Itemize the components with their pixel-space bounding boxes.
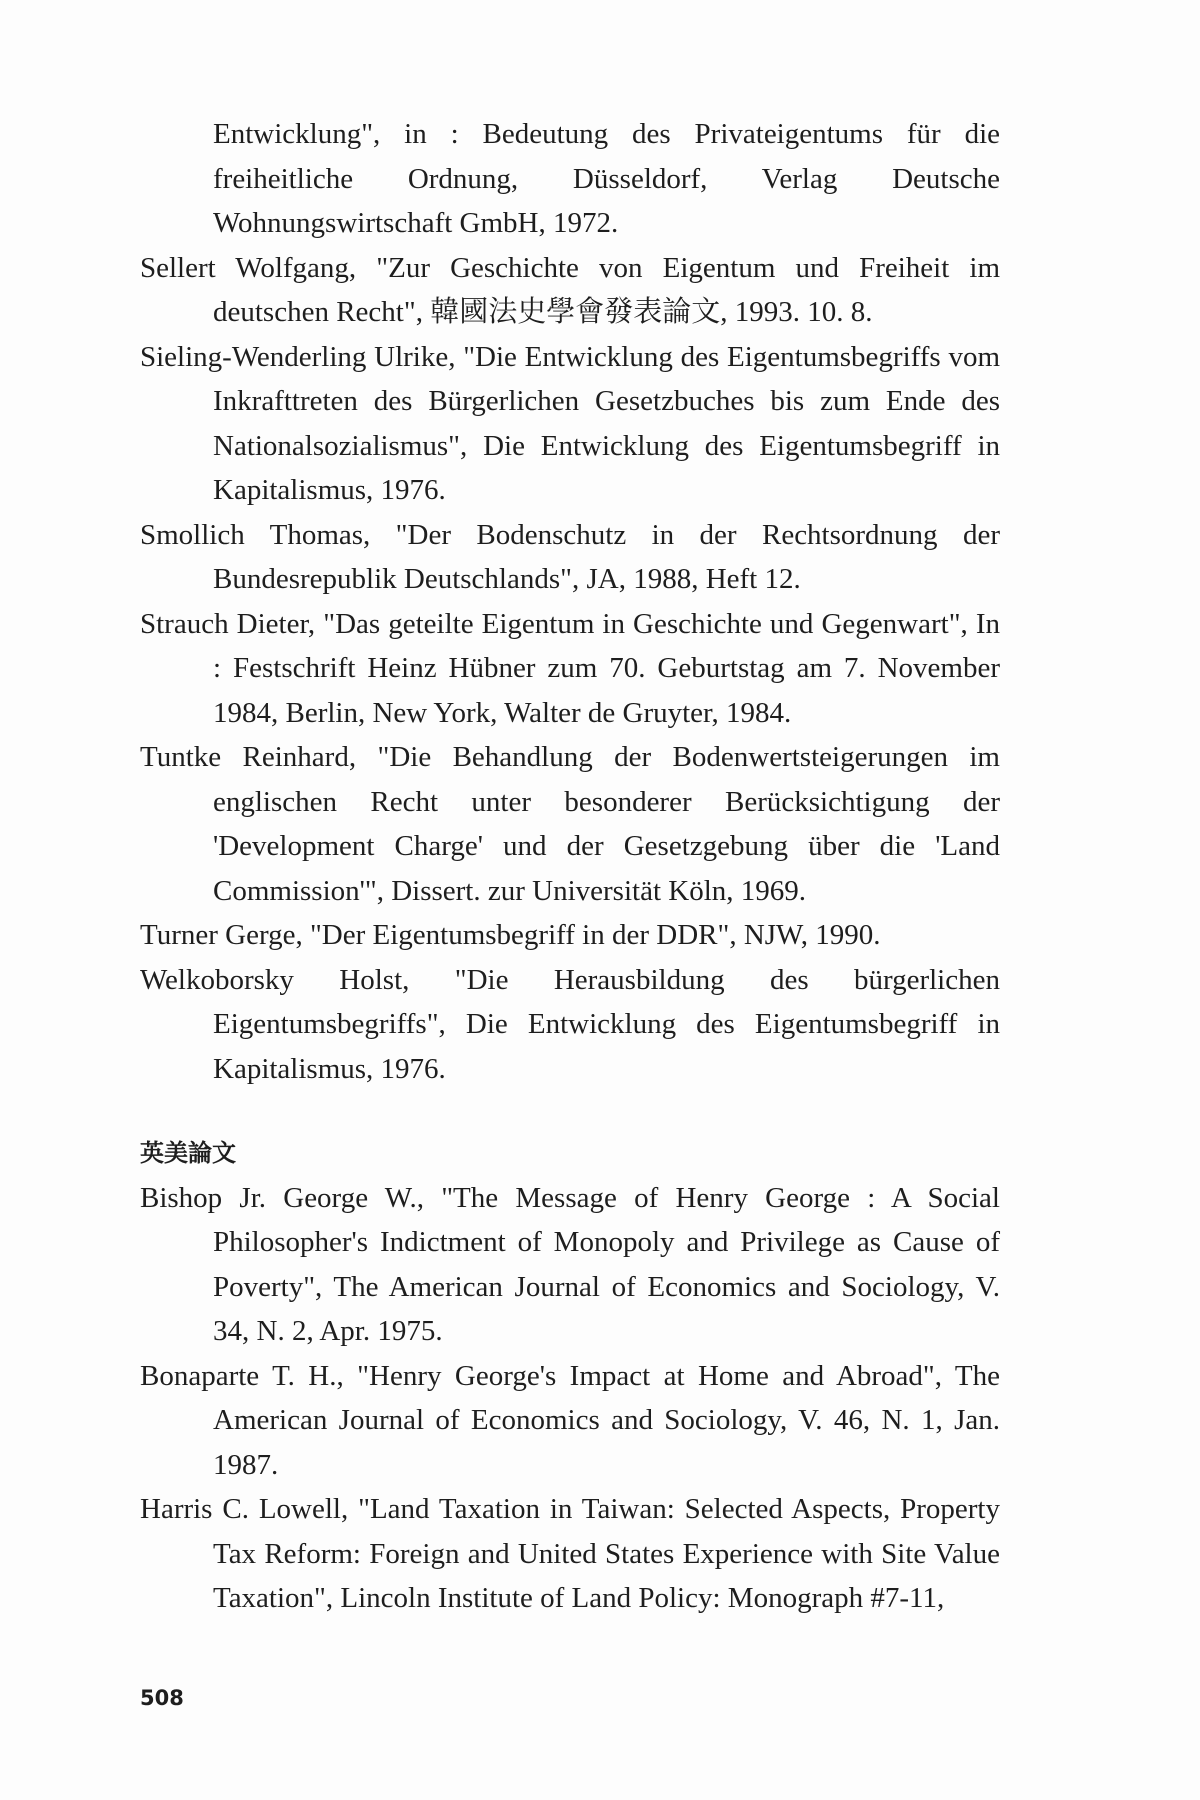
bibliography-entry: Turner Gerge, "Der Eigentumsbegriff in der DDR", NJW, 1990.	[140, 919, 881, 951]
bibliography	[140, 112, 1000, 1621]
bibliography-entry: Harris C. Lowell, "Land Taxation in Taiwan: Selected Aspects, Property Tax Reform: Foreign and United States Experience with Site Value Taxation", Lincoln Institute of Land Policy: Monograph #7-11,	[140, 1493, 1000, 1614]
bibliography-entry: Sieling-Wenderling Ulrike, "Die Entwicklung des Eigentumsbegriffs vom Inkrafttreten des Bürgerlichen Gesetzbuches bis zum Ende des Nationalsozialismus", Die Entwicklung des Eigentumsbegriff in Kapitalismus, 1976.	[140, 340, 1000, 506]
bibliography-entry: Tuntke Reinhard, "Die Behandlung der Bodenwertsteigerungen im englischen Recht unter besonderer Berücksichtigung der 'Development Charge' und der Gesetzgebung über die 'Land Commission'", Dissert. zur Universität Köln, 1969.	[140, 741, 1000, 907]
bibliography-entry: Bonaparte T. H., "Henry George's Impact at Home and Abroad", The American Journal of Economics and Sociology, V. 46, N. 1, Jan. 1987.	[140, 1359, 1000, 1481]
bibliography-entry: Welkoborsky Holst, "Die Herausbildung des bürgerlichen Eigentumsbegriffs", Die Entwicklung des Eigentumsbegriff in Kapitalismus, 1976.	[140, 963, 1000, 1085]
bibliography-entry: Sellert Wolfgang, "Zur Geschichte von Eigentum und Freiheit im deutschen Recht", 韓國法史學會發表論文, 1993. 10. 8.	[140, 251, 1000, 328]
page-number: 508	[140, 1686, 184, 1710]
bibliography-entry: Bishop Jr. George W., "The Message of Henry George : A Social Philosopher's Indictment of Monopoly and Privilege as Cause of Poverty", The American Journal of Economics and Sociology, V. 34, N. 2, Apr. 1975.	[140, 1181, 1000, 1347]
bibliography-entry: Entwicklung", in : Bedeutung des Privateigentums für die freiheitliche Ordnung, Düsseldorf, Verlag Deutsche Wohnungswirtschaft GmbH, 1972.	[213, 118, 1000, 239]
section-heading: 英美論文	[140, 1139, 236, 1167]
bibliography-entry: Strauch Dieter, "Das geteilte Eigentum in Geschichte und Gegenwart", In : Festschrift Heinz Hübner zum 70. Geburtstag am 7. November 1984, Berlin, New York, Walter de Gruyter, 1984.	[140, 607, 1000, 729]
bibliography-entry: Smollich Thomas, "Der Bodenschutz in der Rechtsordnung der Bundesrepublik Deutschlands", JA, 1988, Heft 12.	[140, 518, 1000, 595]
